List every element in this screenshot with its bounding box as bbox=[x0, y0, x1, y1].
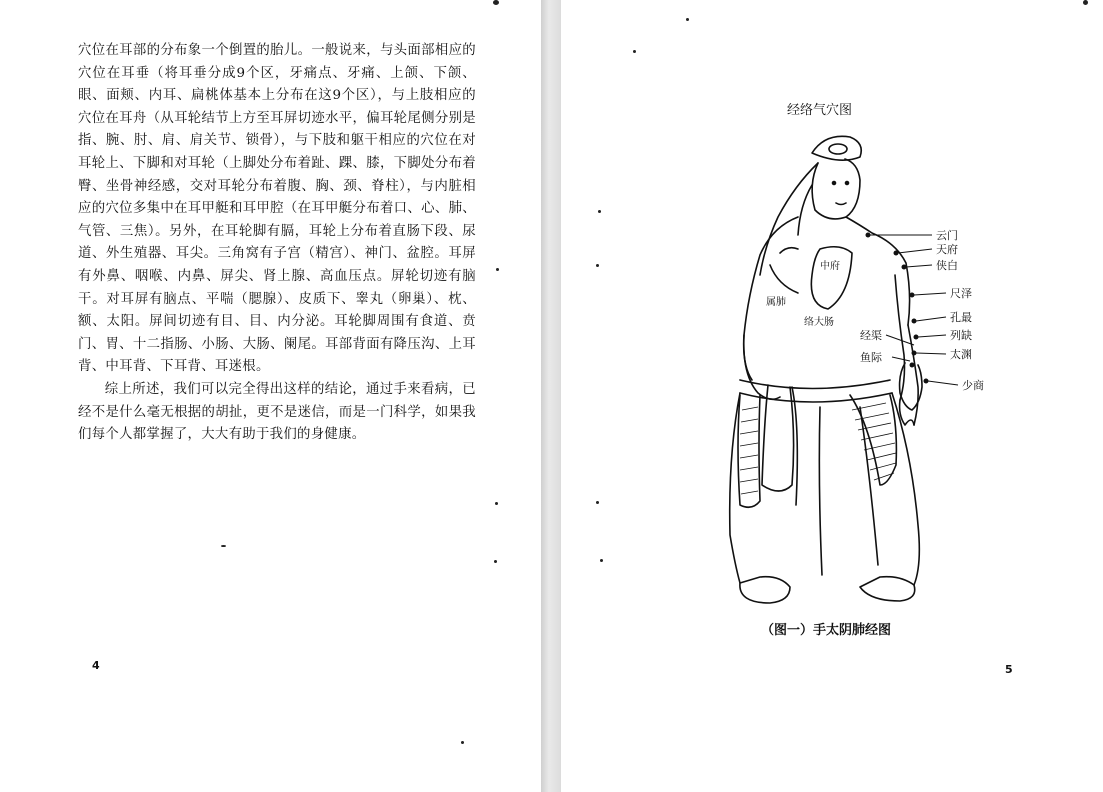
scan-speck bbox=[686, 18, 689, 21]
figure-caption: （图一）手太阴肺经图 bbox=[761, 623, 892, 638]
point-label-tianfu: 天府 bbox=[936, 243, 958, 256]
body-label-shufei: 属肺 bbox=[766, 297, 786, 308]
scan-speck bbox=[1083, 0, 1088, 5]
point-label-yuji: 鱼际 bbox=[860, 351, 882, 364]
scan-speck bbox=[496, 268, 499, 271]
point-label-kongzui: 孔最 bbox=[950, 311, 972, 324]
point-label-shaoshang: 少商 bbox=[962, 379, 984, 392]
left-page bbox=[0, 0, 541, 792]
scan-speck bbox=[596, 264, 599, 267]
scan-speck bbox=[494, 560, 497, 563]
point-label-chize: 尺泽 bbox=[950, 287, 972, 300]
meridian-figure-illustration bbox=[700, 125, 1000, 615]
scan-speck bbox=[493, 0, 499, 5]
paragraph-2: 综上所述，我们可以完全得出这样的结论，通过手来看病，已经不是什么毫无根据的胡扯，更不是迷信，而是一门科学，如果我们每个人都掌握了，大大有助于我们的身健康。 bbox=[78, 381, 476, 443]
body-label-zhongfu: 中府 bbox=[820, 261, 840, 272]
figure-title: 经络气穴图 bbox=[787, 103, 853, 118]
scan-speck bbox=[461, 741, 464, 744]
page-number: 5 bbox=[1005, 663, 1013, 676]
page-gutter bbox=[541, 0, 561, 792]
point-label-jingqu: 经渠 bbox=[860, 329, 882, 342]
point-label-xiabai: 侠白 bbox=[936, 259, 958, 272]
page-number: 4 bbox=[92, 659, 100, 672]
scan-speck bbox=[598, 210, 601, 213]
body-label-luodachang: 络大肠 bbox=[804, 317, 834, 328]
point-label-yunmen: 云门 bbox=[936, 229, 958, 242]
scan-speck bbox=[633, 50, 636, 53]
scan-speck bbox=[596, 501, 599, 504]
paragraph-1: 穴位在耳部的分布象一个倒置的胎儿。一般说来，与头面部相应的穴位在耳垂（将耳垂分成9个区，牙痛点、牙痛、上颌、下颌、眼、面颊、内耳、扁桃体基本上分布在这9个区），与上肢相应的穴位在耳舟（从耳轮结节上方至耳屏切迹水平，偏耳轮尾侧分别是指、腕、肘、肩、肩关节、锁骨），与下肢和躯干相应的穴位在对耳轮上、下脚和对耳轮（上脚处分布着趾、踝、膝，下脚处分布着臀、坐骨神经感，交对耳轮分布着腹、胸、颈、脊柱），与内脏相应的穴位多集中在耳甲艇和耳甲腔（在耳甲艇分布着口、心、肺、气管、三焦）。另外，在耳轮脚有膈，耳轮上分布着直肠下段、尿道、外生殖器、耳尖。三角窝有子宫（精宫）、神门、盆腔。耳屏有外鼻、咽喉、内鼻、屏尖、肾上腺、高血压点。屏轮切迹有脑干。对耳屏有脑点、平喘（腮腺）、皮质下、睾丸（卵巢）、枕、额、太阳。屏间切迹有目、目、内分泌。耳轮脚周围有食道、贲门、胃、十二指肠、小肠、大肠、阑尾。耳部背面有降压沟、上耳背、中耳背、下耳背、耳迷根。 bbox=[78, 43, 476, 375]
scan-speck bbox=[495, 502, 498, 505]
body-text bbox=[78, 40, 476, 447]
point-label-taiyuan: 太渊 bbox=[950, 348, 972, 361]
scan-speck bbox=[600, 559, 603, 562]
point-label-lieque: 列缺 bbox=[950, 329, 972, 342]
scan-speck bbox=[221, 545, 226, 547]
